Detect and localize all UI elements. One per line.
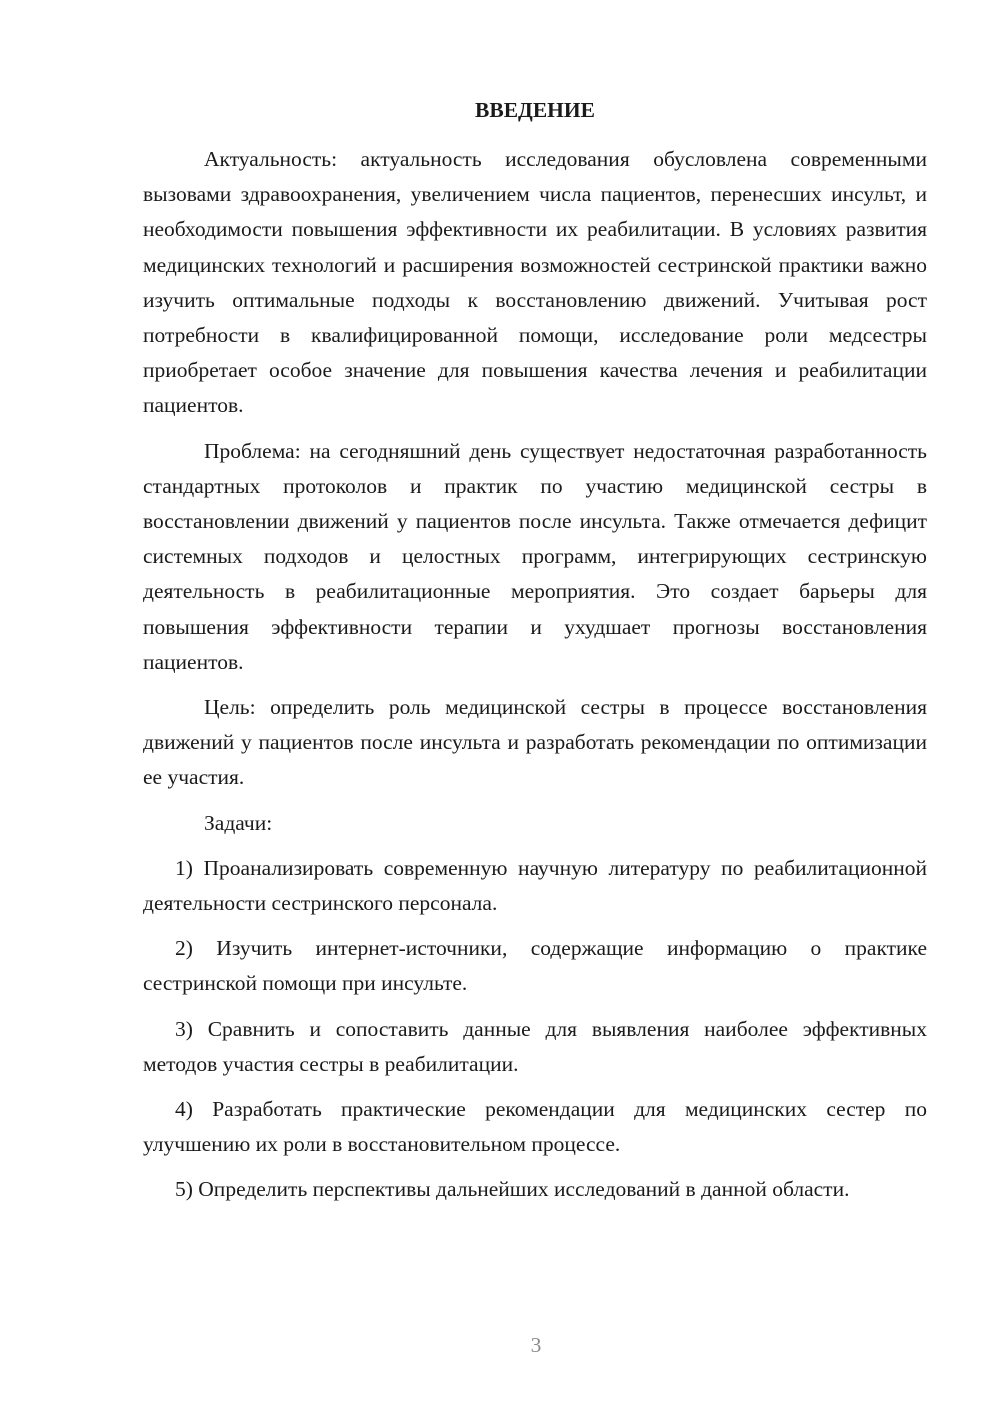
problem-paragraph: Проблема: на сегодняшний день существует недостаточная разработанность стандартных протоколов и практик по участию медицинской сестры в восстановлении движений у пациентов после инсульта. Также отмечается дефицит системных подходов и целостных программ, интегрирующих сестринскую деятельность в реабилитационные мероприятия. Это создает барьеры для повышения эффективности терапии и ухудшает прогнозы восстановления пациентов. [143,438,927,674]
task-item: 3) Сравнить и сопоставить данные для выявления наиболее эффективных методов участия сестры в реабилитации. [143,1016,927,1076]
task-item: 4) Разработать практические рекомендации для медицинских сестер по улучшению их роли в восстановительном процессе. [143,1097,927,1157]
task-item: 1) Проанализировать современную научную литературу по реабилитационной деятельности сестринского персонала. [143,855,927,916]
goal-paragraph: Цель: определить роль медицинской сестры в процессе восстановления движений у пациентов после инсульта и разработать рекомендации по оптимизации ее участия. [143,695,927,790]
page-number: 3 [530,1333,542,1357]
section-title: ВВЕДЕНИЕ [475,98,595,122]
document-page [143,92,927,1218]
task-item: 5) Определить перспективы дальнейших исследований в данной области. [175,1177,850,1202]
relevance-paragraph: Актуальность: актуальность исследования обусловлена современными вызовами здравоохранения, увеличением числа пациентов, перенесших инсульт, и необходимости повышения эффективности их реабилитации. В условиях развития медицинских технологий и расширения возможностей сестринской практики важно изучить оптимальные подходы к восстановлению движений. Учитывая рост потребности в квалифицированной помощи, исследование роли медсестры приобретает особое значение для повышения качества лечения и реабилитации пациентов. [143,147,927,418]
task-item: 2) Изучить интернет-источники, содержащие информацию о практике сестринской помощи при инсульте. [143,936,927,996]
tasks-heading: Задачи: [204,810,273,835]
